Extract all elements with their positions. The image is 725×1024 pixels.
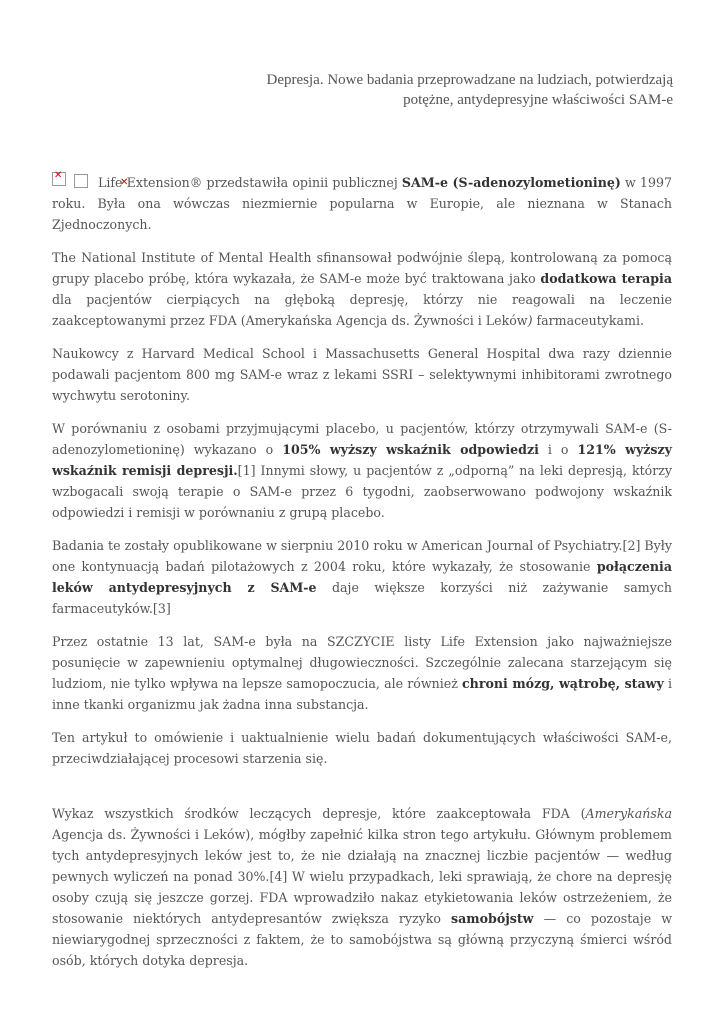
p4-text-c: i o — [538, 442, 578, 457]
p1-text-c: w 1997 roku. Była ona wówczas niezmiernie popularna w Europie, ale nieznana w Stanach Zjednoczonych. — [52, 175, 672, 232]
title-line-2: potężne, antydepresyjne właściwości SAM-e — [403, 92, 673, 108]
p8-bold: samobójstw — [451, 911, 534, 926]
p4-bold-2: 121% wyższy wskaźnik remisji depresji. — [52, 442, 672, 478]
p5-text-c: daje większe korzyści niż zażywanie samych farmaceutyków.[3] — [52, 580, 672, 616]
title-line-1: Depresja. Nowe badania przeprowadzane na ludziach, potwierdzają — [266, 72, 673, 88]
paragraph-8 — [52, 803, 672, 971]
paragraph-2 — [52, 247, 672, 331]
p4-text-e: [1] Innymi słowy, u pacjentów z „odporną” na leki depresją, którzy wzbogacali swoją terapie o SAM-e przez 6 tygodni, zaobserwowano podwojony wskaźnik odpowiedzi i remisji w porównaniu z grupą placebo. — [52, 463, 672, 520]
paragraph-1 — [52, 172, 672, 235]
p4-bold-1: 105% wyższy wskaźnik odpowiedzi — [282, 442, 539, 457]
p8-text-c: Agencja ds. Żywności i Leków), mógłby zapełnić kilka stron tego artykułu. Głównym problemem tych antydepresyjnych leków jest to, że nie działają na znacznej liczbie pacjentów — według pewnych wyliczeń na ponad 30%.[4] W wielu przypadkach, leki sprawiają, że chore na depresję osoby czują się jeszcze gorzej. FDA wprowadziło nakaz etykietowania leków ostrzeżeniem, że stosowanie niektórych antydepresantów zwiększa ryzyko — [52, 827, 672, 926]
p5-bold: połączenia leków antydepresyjnych z SAM-e — [52, 559, 672, 595]
paragraph-5 — [52, 535, 672, 619]
p8-italic: Amerykańska — [585, 806, 672, 821]
p8-text-a: Wykaz wszystkich środków leczących depresje, które zaakceptowała FDA ( — [52, 806, 586, 821]
paragraph-6 — [52, 631, 672, 715]
p2-bold: dodatkowa terapia — [540, 271, 672, 286]
p8-text-e: — co pozostaje w niewiarygodnej sprzeczności z faktem, że to samobójstwa są główną przyczyną śmierci wśród osób, których dotyka depresja. — [52, 911, 672, 968]
p2-text-a: The National Institute of Mental Health sfinansował podwójnie ślepą, kontrolowaną za pomocą grupy placebo próbę, która wykazała, że SAM-e może być traktowana jako — [52, 250, 672, 286]
p4-text-a: W porównaniu z osobami przyjmującymi placebo, u pacjentów, którzy otrzymywali SAM-e (S-adenozylometioninę) wykazano o — [52, 421, 672, 457]
p6-text-a: Przez ostatnie 13 lat, SAM-e była na SZCZYCIE listy Life Extension jako najważniejsze posunięcie w zapewnieniu optymalnej długowieczności. Szczególnie zalecana starzejącym się ludziom, nie tylko wpływa na lepsze samopoczucia, ale również — [52, 634, 672, 691]
p5-text-a: Badania te zostały opublikowane w sierpniu 2010 roku w American Journal of Psychiatry.[2] Były one kontynuacją badań pilotażowych z 2004 roku, które wykazały, że stosowanie — [52, 538, 672, 574]
p2-text-c: dla pacjentów cierpiących na głęboką depresję, którzy nie reagowali na leczenie zaakceptowanymi przez FDA (Amerykańska Agencja ds. Żywności i Leków — [52, 292, 672, 328]
paragraph-4 — [52, 418, 672, 523]
p6-text-c: i inne tkanki organizmu jak żadna inna substancja. — [52, 676, 672, 712]
p6-bold: chroni mózg, wątrobę, stawy — [462, 676, 664, 691]
page-title — [73, 70, 673, 110]
p1-bold: SAM-e (S-adenozylometioninę) — [401, 175, 621, 190]
paragraph-7: Ten artykuł to omówienie i uaktualnienie wielu badań dokumentujących właściwości SAM-e, przeciwdziałającej procesowi starzenia się. — [52, 730, 672, 766]
paragraph-3: Naukowcy z Harvard Medical School i Massachusetts General Hospital dwa razy dziennie podawali pacjentom 800 mg SAM-e wraz z lekami SSRI – selektywnymi inhibitorami zwrotnego wychwytu serotoniny. — [52, 346, 672, 403]
article-body — [52, 172, 672, 983]
broken-image-icon — [74, 174, 88, 188]
p1-text-a: Life Extension® przedstawiła opinii publicznej — [98, 175, 402, 190]
p2-italic: ) — [527, 313, 533, 328]
p2-text-e: farmaceutykami. — [532, 313, 645, 328]
